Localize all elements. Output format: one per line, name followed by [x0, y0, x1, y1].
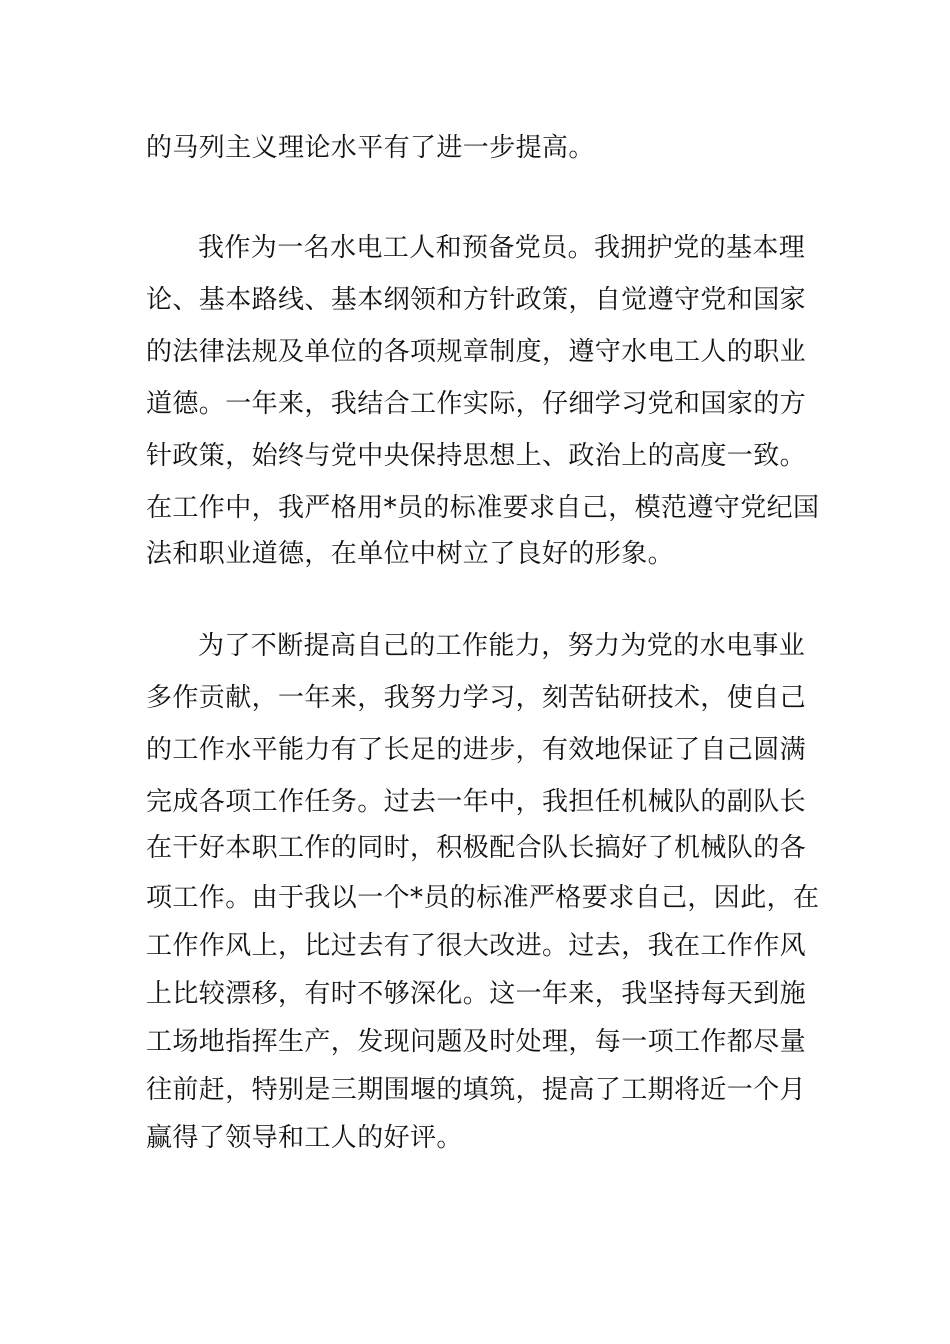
paragraph-2-line-6: 在工作中，我严格用*员的标准要求自己，模范遵守党纪国	[146, 493, 820, 523]
paragraph-2-line-5: 针政策，始终与党中央保持思想上、政治上的高度一致。	[146, 441, 807, 471]
paragraph-3-line-8: 上比较漂移，有时不够深化。这一年来，我坚持每天到施	[146, 979, 807, 1009]
paragraph-2-line-7: 法和职业道德，在单位中树立了良好的形象。	[146, 539, 675, 569]
paragraph-3-line-11: 赢得了领导和工人的好评。	[146, 1123, 463, 1153]
paragraph-3-line-10: 往前赶，特别是三期围堰的填筑，提高了工期将近一个月	[146, 1075, 807, 1105]
paragraph-3-line-6: 项工作。由于我以一个*员的标准严格要求自己，因此，在	[146, 883, 820, 913]
paragraph-1-line-1: 的马列主义理论水平有了进一步提高。	[146, 133, 595, 163]
paragraph-2-line-1: 我作为一名水电工人和预备党员。我拥护党的基本理	[198, 233, 806, 263]
paragraph-3-line-3: 的工作水平能力有了长足的进步，有效地保证了自己圆满	[146, 735, 807, 765]
paragraph-2-line-3: 的法律法规及单位的各项规章制度，遵守水电工人的职业	[146, 337, 807, 367]
paragraph-2-line-4: 道德。一年来，我结合工作实际，仔细学习党和国家的方	[146, 389, 807, 419]
paragraph-3-line-1: 为了不断提高自己的工作能力，努力为党的水电事业	[198, 631, 806, 661]
paragraph-3-line-4: 完成各项工作任务。过去一年中，我担任机械队的副队长	[146, 787, 807, 817]
paragraph-3-line-5: 在干好本职工作的同时，积极配合队长搞好了机械队的各	[146, 833, 807, 863]
paragraph-3-line-2: 多作贡献，一年来，我努力学习，刻苦钻研技术，使自己	[146, 683, 807, 713]
paragraph-3-line-12	[146, 1124, 816, 1160]
paragraph-2-line-2: 论、基本路线、基本纲领和方针政策，自觉遵守党和国家	[146, 285, 807, 315]
paragraph-3-line-7: 工作作风上，比过去有了很大改进。过去，我在工作作风	[146, 931, 807, 961]
paragraph-3-line-9: 工场地指挥生产，发现问题及时处理，每一项工作都尽量	[146, 1027, 807, 1057]
